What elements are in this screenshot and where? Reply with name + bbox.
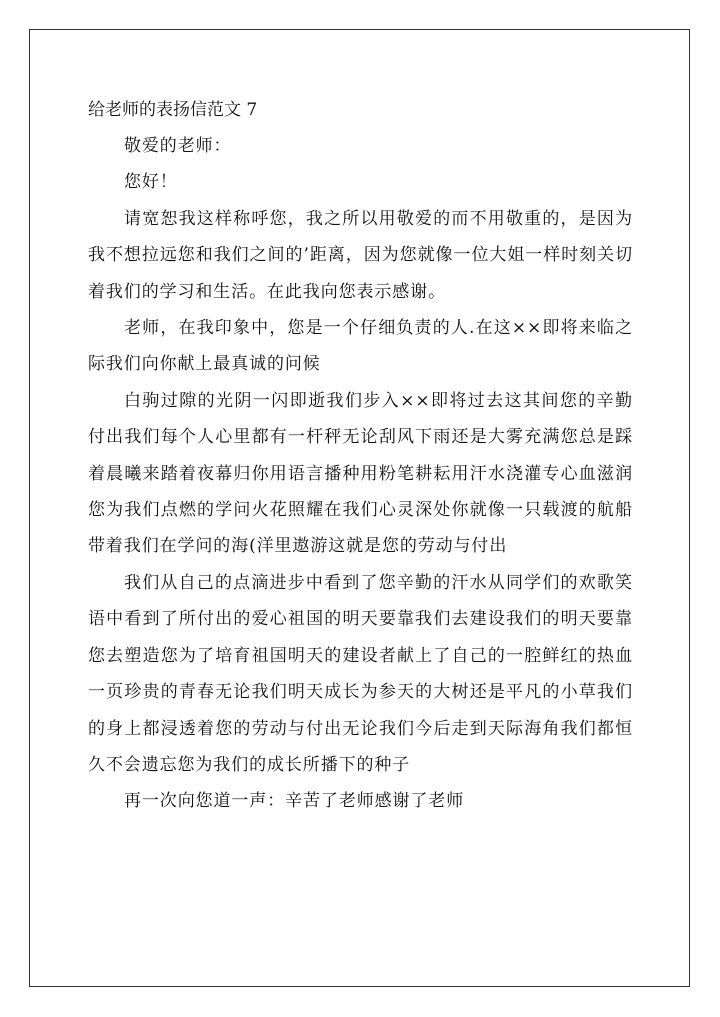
greeting: 您好！ xyxy=(124,172,178,193)
document-title: 给老师的表扬信范文 7 xyxy=(88,100,258,120)
closing-line: 再一次向您道一声：辛苦了老师感谢了老师 xyxy=(124,791,465,812)
paragraph-gratitude: 我们从自己的点滴进步中看到了您辛勤的汗水从同学们的欢歌笑语中看到了所付出的爱心祖国的明天要靠我们去建设我们的明天要靠您去塑造您为了培育祖国明天的建设者献上了自己的一腔鲜红的热血一页珍贵的青春无论我们明天成长为参天的大树还是平凡的小草我们的身上都浸透着您的劳动与付出无论我们今后走到天际海角我们都恒久不会遗忘您为我们的成长所播下的种子 xyxy=(88,572,633,775)
salutation: 敬爱的老师： xyxy=(124,136,232,156)
paragraph-dedication: 白驹过隙的光阴一闪即逝我们步入××即将过去这其间您的辛勤付出我们每个人心里都有一杆秤无论刮风下雨还是大雾充满您总是踩着晨曦来踏着夜幕归你用语言播种用粉笔耕耘用汗水浇灌专心血滋润您为我们点燃的学问火花照耀在我们心灵深处你就像一只载渡的航船带着我们在学问的海(洋里遨游这就是您的劳动与付出 xyxy=(88,390,633,557)
letter-body xyxy=(88,92,633,820)
paragraph-apology: 请宽恕我这样称呼您，我之所以用敬爱的而不用敬重的，是因为我不想拉远您和我们之间的’距离，因为您就像一位大姐一样时刻关切着我们的学习和生活。在此我向您表示感谢。 xyxy=(88,208,633,302)
paragraph-impression: 老师，在我印象中，您是一个仔细负责的人.在这××即将来临之际我们向你献上最真诚的问候 xyxy=(88,318,633,375)
